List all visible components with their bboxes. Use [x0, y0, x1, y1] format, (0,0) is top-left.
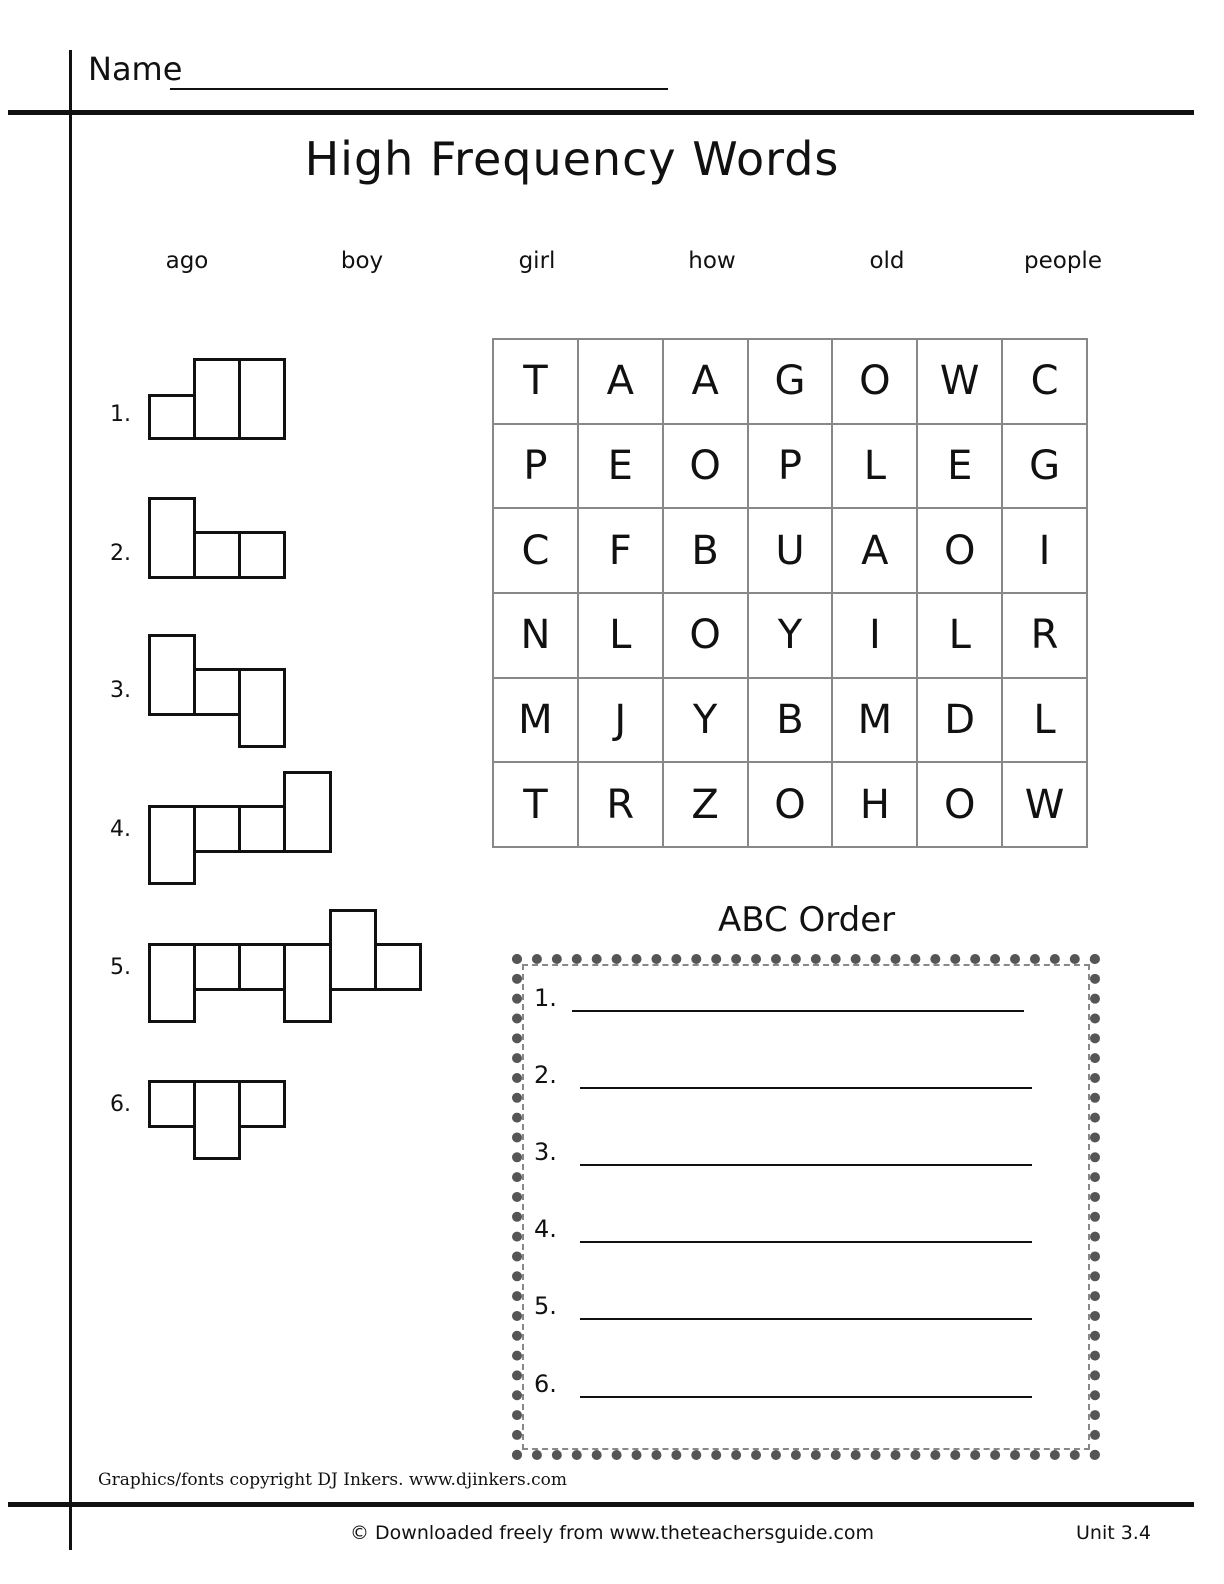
abc-order-line[interactable]: [534, 1138, 557, 1166]
word-bank-item: girl: [518, 248, 556, 274]
abc-order-line[interactable]: [534, 1215, 557, 1243]
grid-cell[interactable]: Y: [663, 678, 748, 763]
page-title: High Frequency Words: [304, 132, 840, 186]
abc-order-number: 6.: [534, 1370, 557, 1398]
header-divider: [8, 110, 1194, 115]
write-line[interactable]: [580, 1318, 1032, 1320]
grid-cell[interactable]: C: [1002, 339, 1087, 424]
grid-cell[interactable]: D: [917, 678, 1002, 763]
grid-cell[interactable]: P: [493, 424, 578, 509]
grid-cell[interactable]: R: [1002, 593, 1087, 678]
puzzle-number: 1.: [110, 402, 131, 427]
left-margin-line: [69, 50, 72, 1550]
abc-order-number: 4.: [534, 1215, 557, 1243]
copyright-note: Graphics/fonts copyright DJ Inkers. www.djinkers.com: [98, 1470, 567, 1490]
grid-cell[interactable]: L: [917, 593, 1002, 678]
grid-cell[interactable]: U: [748, 508, 833, 593]
name-label: Name: [88, 50, 183, 88]
letter-box[interactable]: [193, 668, 241, 716]
grid-cell[interactable]: L: [578, 593, 663, 678]
word-bank-item: boy: [340, 248, 384, 274]
grid-cell[interactable]: G: [1002, 424, 1087, 509]
grid-cell[interactable]: P: [748, 424, 833, 509]
grid-cell[interactable]: O: [917, 762, 1002, 847]
grid-cell[interactable]: A: [578, 339, 663, 424]
grid-cell[interactable]: F: [578, 508, 663, 593]
grid-cell[interactable]: L: [1002, 678, 1087, 763]
write-line[interactable]: [580, 1241, 1032, 1243]
write-line[interactable]: [580, 1087, 1032, 1089]
abc-order-line[interactable]: [534, 1292, 557, 1320]
puzzle-number: 6.: [110, 1092, 131, 1117]
abc-order-frame: [512, 954, 1100, 1460]
grid-cell[interactable]: C: [493, 508, 578, 593]
letter-box[interactable]: [193, 805, 241, 853]
letter-box[interactable]: [238, 943, 286, 991]
letter-box[interactable]: [148, 394, 196, 440]
grid-cell[interactable]: B: [748, 678, 833, 763]
abc-order-line[interactable]: [534, 1061, 557, 1089]
grid-cell[interactable]: A: [663, 339, 748, 424]
letter-box[interactable]: [238, 1080, 286, 1128]
word-search-grid: [492, 338, 1088, 848]
puzzle-number: 2.: [110, 541, 131, 566]
letter-box[interactable]: [148, 943, 196, 1023]
grid-cell[interactable]: E: [578, 424, 663, 509]
grid-cell[interactable]: I: [832, 593, 917, 678]
letter-box[interactable]: [193, 1080, 241, 1160]
letter-box[interactable]: [148, 497, 196, 579]
abc-order-number: 1.: [534, 984, 557, 1012]
puzzle-number: 4.: [110, 817, 131, 842]
letter-box[interactable]: [283, 943, 332, 1023]
letter-box[interactable]: [148, 805, 196, 885]
word-bank-item: ago: [165, 248, 209, 274]
letter-box[interactable]: [283, 771, 332, 853]
grid-cell[interactable]: J: [578, 678, 663, 763]
name-write-line[interactable]: [170, 88, 668, 90]
word-bank-item: old: [869, 248, 905, 274]
abc-order-line[interactable]: [534, 1370, 557, 1398]
grid-cell[interactable]: R: [578, 762, 663, 847]
abc-order-number: 5.: [534, 1292, 557, 1320]
letter-box[interactable]: [193, 531, 241, 579]
grid-cell[interactable]: O: [917, 508, 1002, 593]
grid-cell[interactable]: Z: [663, 762, 748, 847]
puzzle-number: 5.: [110, 955, 131, 980]
grid-cell[interactable]: I: [1002, 508, 1087, 593]
grid-cell[interactable]: H: [832, 762, 917, 847]
grid-cell[interactable]: M: [493, 678, 578, 763]
abc-order-line[interactable]: [534, 984, 557, 1012]
abc-order-title: ABC Order: [718, 900, 896, 940]
write-line[interactable]: [580, 1164, 1032, 1166]
download-note: © Downloaded freely from www.theteachersguide.com: [350, 1522, 875, 1544]
write-line[interactable]: [572, 1010, 1024, 1012]
grid-cell[interactable]: B: [663, 508, 748, 593]
abc-order-number: 3.: [534, 1138, 557, 1166]
letter-box[interactable]: [148, 634, 196, 716]
grid-cell[interactable]: L: [832, 424, 917, 509]
grid-cell[interactable]: G: [748, 339, 833, 424]
grid-cell[interactable]: T: [493, 339, 578, 424]
grid-cell[interactable]: O: [663, 424, 748, 509]
letter-box[interactable]: [374, 943, 422, 991]
grid-cell[interactable]: M: [832, 678, 917, 763]
letter-box[interactable]: [238, 358, 286, 440]
letter-box[interactable]: [329, 909, 377, 991]
grid-cell[interactable]: A: [832, 508, 917, 593]
letter-box[interactable]: [238, 805, 286, 853]
grid-cell[interactable]: O: [748, 762, 833, 847]
puzzle-number: 3.: [110, 678, 131, 703]
grid-cell[interactable]: N: [493, 593, 578, 678]
letter-box[interactable]: [148, 1080, 196, 1128]
grid-cell[interactable]: Y: [748, 593, 833, 678]
footer-divider: [8, 1502, 1194, 1507]
word-bank-item: how: [688, 248, 736, 274]
grid-cell[interactable]: O: [832, 339, 917, 424]
letter-box[interactable]: [238, 531, 286, 579]
word-bank-item: people: [1024, 248, 1102, 274]
letter-box[interactable]: [193, 358, 241, 440]
grid-cell[interactable]: W: [917, 339, 1002, 424]
abc-order-number: 2.: [534, 1061, 557, 1089]
unit-label: Unit 3.4: [1076, 1522, 1151, 1544]
letter-box[interactable]: [238, 668, 286, 748]
grid-cell[interactable]: O: [663, 593, 748, 678]
grid-cell[interactable]: E: [917, 424, 1002, 509]
grid-cell[interactable]: T: [493, 762, 578, 847]
letter-box[interactable]: [193, 943, 241, 991]
write-line[interactable]: [580, 1396, 1032, 1398]
grid-cell[interactable]: W: [1002, 762, 1087, 847]
